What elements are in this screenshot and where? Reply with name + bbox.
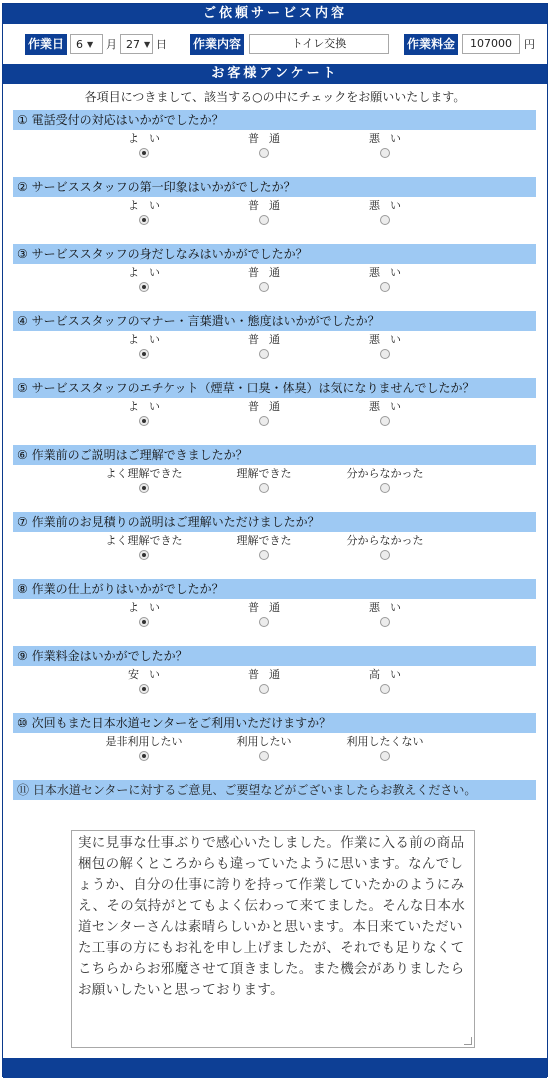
- option-label: 分からなかった: [346, 534, 424, 547]
- radio-button[interactable]: [259, 550, 269, 560]
- radio-button[interactable]: [380, 550, 390, 560]
- option-label: よい: [128, 400, 170, 413]
- radio-button[interactable]: [259, 148, 269, 158]
- question-list: [3, 110, 547, 780]
- service-header: ご依頼サービス内容: [3, 4, 547, 24]
- month-unit: 月: [106, 38, 118, 51]
- day-unit: 日: [156, 38, 168, 51]
- option-label: 理解できた: [236, 534, 292, 547]
- option-1[interactable]: [89, 199, 199, 225]
- question-10: [3, 713, 547, 780]
- option-label: よい: [128, 132, 170, 145]
- option-label: 悪い: [369, 601, 411, 614]
- option-2[interactable]: [209, 199, 319, 225]
- fee-label: 作業料金: [404, 34, 458, 55]
- radio-button[interactable]: [139, 148, 149, 158]
- question-text: ⑦ 作業前のお見積りの説明はご理解いただけましたか？: [13, 512, 536, 532]
- radio-button[interactable]: [380, 483, 390, 493]
- option-label: 普通: [248, 199, 290, 212]
- month-select[interactable]: [70, 34, 103, 54]
- option-2[interactable]: [209, 601, 319, 627]
- option-label: 悪い: [369, 132, 411, 145]
- option-1[interactable]: [89, 534, 199, 560]
- radio-button[interactable]: [139, 550, 149, 560]
- option-2[interactable]: [209, 132, 319, 158]
- option-3[interactable]: [330, 400, 440, 426]
- option-1[interactable]: [89, 333, 199, 359]
- question-9: [3, 646, 547, 713]
- option-2[interactable]: [209, 400, 319, 426]
- option-1[interactable]: [89, 132, 199, 158]
- option-label: 高い: [369, 668, 411, 681]
- question-text: ② サービススタッフの第一印象はいかがでしたか？: [13, 177, 536, 197]
- option-label: 理解できた: [236, 467, 292, 480]
- option-label: よい: [128, 333, 170, 346]
- option-1[interactable]: [89, 467, 199, 493]
- work-info-row: [3, 24, 547, 64]
- radio-button[interactable]: [259, 751, 269, 761]
- radio-button[interactable]: [139, 751, 149, 761]
- option-2[interactable]: [209, 266, 319, 292]
- question-text: ⑥ 作業前のご説明はご理解できましたか？: [13, 445, 536, 465]
- survey-header: お客様アンケート: [3, 64, 547, 84]
- radio-button[interactable]: [380, 282, 390, 292]
- radio-button[interactable]: [380, 684, 390, 694]
- option-3[interactable]: [330, 333, 440, 359]
- option-3[interactable]: [330, 132, 440, 158]
- option-3[interactable]: [330, 534, 440, 560]
- resize-grip-icon[interactable]: [464, 1037, 472, 1045]
- radio-button[interactable]: [380, 349, 390, 359]
- radio-button[interactable]: [259, 684, 269, 694]
- question-7: [3, 512, 547, 579]
- radio-button[interactable]: [380, 751, 390, 761]
- option-label: 利用したくない: [346, 735, 424, 748]
- radio-button[interactable]: [259, 349, 269, 359]
- option-label: 普通: [248, 668, 290, 681]
- date-label: 作業日: [25, 34, 67, 55]
- option-label: 普通: [248, 333, 290, 346]
- option-2[interactable]: [209, 467, 319, 493]
- radio-button[interactable]: [380, 148, 390, 158]
- radio-button[interactable]: [139, 483, 149, 493]
- question-text: ⑩ 次回もまた日本水道センターをご利用いただけますか？: [13, 713, 536, 733]
- option-3[interactable]: [330, 199, 440, 225]
- question-text: ⑤ サービススタッフのエチケット（煙草・口臭・体臭）は気になりませんでしたか？: [13, 378, 536, 398]
- radio-button[interactable]: [139, 416, 149, 426]
- comment-text: 実に見事な仕事ぶりで感心いたしました。作業に入る前の商品梱包の解くところからも違っていたように思います。なんでしょうか、自分の仕事に誇りを持って作業していたかのようにみえ、その気持がとてもよく伝わって来てました。そんな日本水道センターさんは素晴らしいかと思います。本日来ていただいた工事の方にもお礼を申し上げましたが、それでも足りなくてこちらからお邪魔させて頂きました。また機会がありましたらお願いしたいと思っております。: [78, 835, 466, 998]
- option-1[interactable]: [89, 400, 199, 426]
- option-3[interactable]: [330, 601, 440, 627]
- fee-unit: 円: [524, 38, 536, 51]
- option-label: 普通: [248, 132, 290, 145]
- comment-textarea[interactable]: [71, 830, 475, 1048]
- survey-intro: 各項目につきまして、該当する○の中にチェックをお願いいたします。: [84, 90, 466, 104]
- option-3[interactable]: [330, 668, 440, 694]
- option-1[interactable]: [89, 601, 199, 627]
- question-8: [3, 579, 547, 646]
- option-label: よく理解できた: [105, 534, 183, 547]
- fee-field[interactable]: 107000: [462, 34, 520, 54]
- radio-button[interactable]: [259, 215, 269, 225]
- option-label: よい: [128, 266, 170, 279]
- option-2[interactable]: [209, 333, 319, 359]
- question-2: [3, 177, 547, 244]
- option-1[interactable]: [89, 668, 199, 694]
- day-select[interactable]: [120, 34, 153, 54]
- question-text: ⑧ 作業の仕上がりはいかがでしたか？: [13, 579, 536, 599]
- option-label: 悪い: [369, 400, 411, 413]
- radio-button[interactable]: [259, 617, 269, 627]
- option-label: 悪い: [369, 199, 411, 212]
- radio-button[interactable]: [139, 215, 149, 225]
- option-label: 安い: [128, 668, 170, 681]
- radio-button[interactable]: [259, 483, 269, 493]
- radio-button[interactable]: [139, 684, 149, 694]
- question-4: [3, 311, 547, 378]
- radio-button[interactable]: [380, 416, 390, 426]
- question-11: ⑪ 日本水道センターに対するご意見、ご要望などがございましたらお教えください。: [13, 780, 536, 800]
- footer-bar: [3, 1058, 547, 1078]
- radio-button[interactable]: [259, 416, 269, 426]
- option-2[interactable]: [209, 668, 319, 694]
- question-text: ③ サービススタッフの身だしなみはいかがでしたか？: [13, 244, 536, 264]
- content-label: 作業内容: [190, 34, 244, 55]
- radio-button[interactable]: [380, 215, 390, 225]
- question-5: [3, 378, 547, 445]
- chevron-down-icon: ▼: [144, 39, 151, 49]
- question-text: ④ サービススタッフのマナー・言葉遣い・態度はいかがでしたか？: [13, 311, 536, 331]
- content-field[interactable]: トイレ交換: [249, 34, 389, 54]
- option-label: 普通: [248, 266, 290, 279]
- question-text: ① 電話受付の対応はいかがでしたか？: [13, 110, 536, 130]
- option-1[interactable]: [89, 735, 199, 761]
- question-1: [3, 110, 547, 177]
- option-label: よく理解できた: [105, 467, 183, 480]
- radio-button[interactable]: [139, 282, 149, 292]
- option-label: よい: [128, 601, 170, 614]
- option-2[interactable]: [209, 534, 319, 560]
- option-1[interactable]: [89, 266, 199, 292]
- radio-button[interactable]: [380, 617, 390, 627]
- option-label: 是非利用したい: [105, 735, 183, 748]
- option-3[interactable]: [330, 735, 440, 761]
- chevron-down-icon: ▼: [87, 39, 94, 49]
- question-text: ⑨ 作業料金はいかがでしたか？: [13, 646, 536, 666]
- option-3[interactable]: [330, 266, 440, 292]
- option-label: 悪い: [369, 333, 411, 346]
- option-2[interactable]: [209, 735, 319, 761]
- radio-button[interactable]: [139, 617, 149, 627]
- option-label: 普通: [248, 601, 290, 614]
- question-6: [3, 445, 547, 512]
- option-label: 普通: [248, 400, 290, 413]
- option-label: 分からなかった: [346, 467, 424, 480]
- option-3[interactable]: [330, 467, 440, 493]
- radio-button[interactable]: [259, 282, 269, 292]
- day-value: 27: [126, 37, 141, 51]
- option-label: 悪い: [369, 266, 411, 279]
- option-label: よい: [128, 199, 170, 212]
- month-value: 6: [76, 37, 84, 51]
- question-3: [3, 244, 547, 311]
- radio-button[interactable]: [139, 349, 149, 359]
- option-label: 利用したい: [236, 735, 292, 748]
